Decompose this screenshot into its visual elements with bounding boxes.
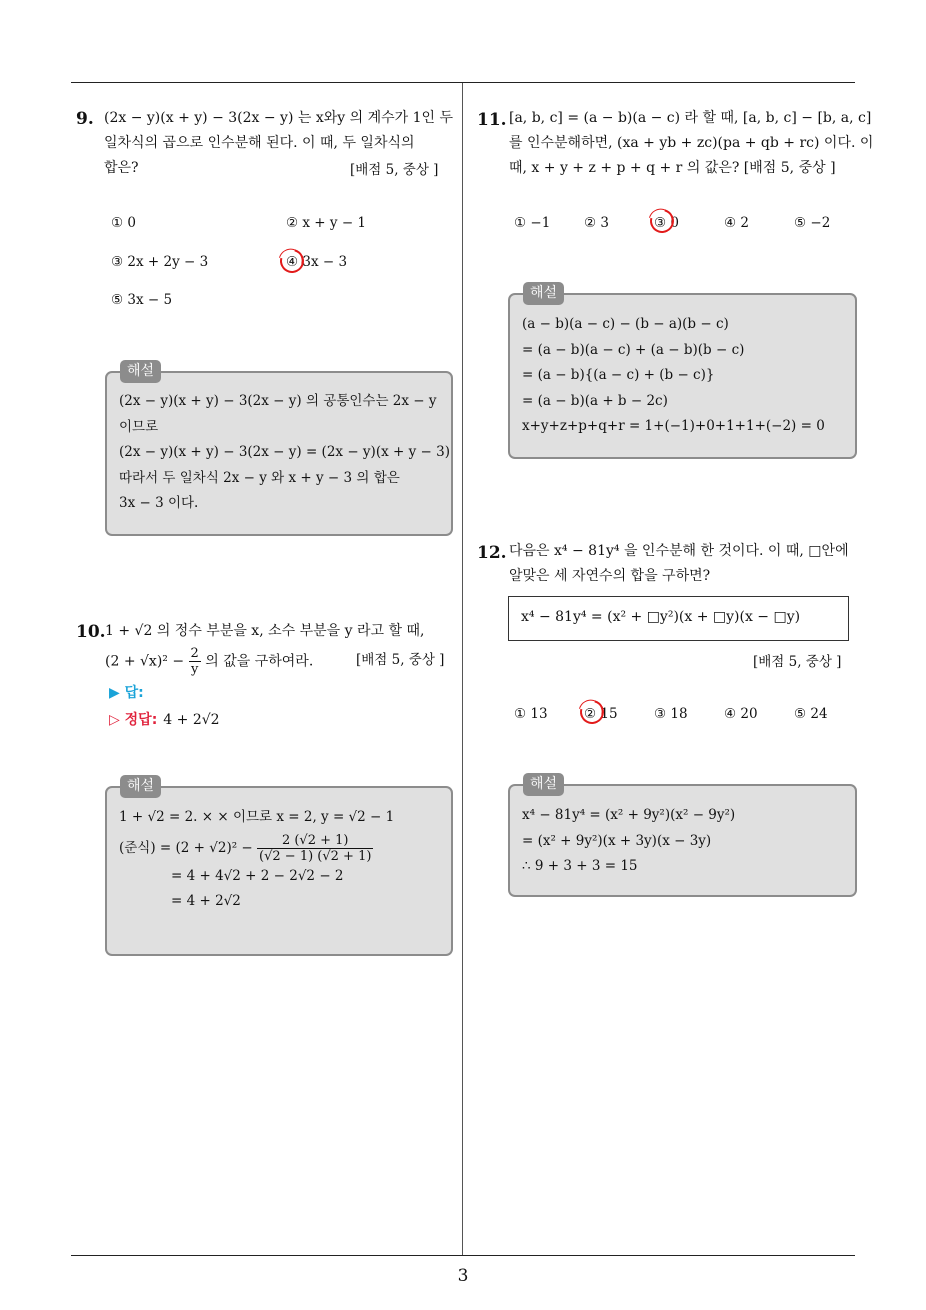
q10-answer-label: ▶ 답:: [109, 685, 144, 701]
q10-frac-den: y: [190, 662, 199, 677]
q12-line-1: 다음은 x⁴ − 81y⁴ 을 인수분해 한 것이다. 이 때, □안에: [509, 543, 849, 559]
q10-solution-fraction: [257, 833, 373, 864]
q10-correct-answer: [109, 710, 220, 731]
q10-correct-label: ▷ 정답:: [109, 712, 158, 728]
q9-solution-lines: [119, 389, 450, 517]
q12-number: 12.: [477, 543, 507, 563]
q11-choice-5[interactable]: ⑤ −2: [794, 215, 831, 231]
q10-number: 10.: [76, 622, 106, 642]
q10-text-line-1: 1 + √2 의 정수 부분을 x, 소수 부분을 y 라고 할 때,: [105, 623, 425, 639]
q9-solution-line-5: 3x − 3 이다.: [119, 495, 199, 511]
q12-text: [509, 539, 859, 589]
q11-line-1: [a, b, c] = (a − b)(a − c) 라 할 때, [a, b, c] − [b, a, c]: [509, 110, 872, 126]
q9-choice-5[interactable]: ⑤ 3x − 5: [111, 292, 173, 308]
q10-solution-expr: (준식) = (2 + √2)² −: [119, 839, 258, 856]
q10-solution-line-1: 1 + √2 = 2. × × 이므로 x = 2, y = √2 − 1: [119, 809, 395, 825]
q9-choice-1[interactable]: ① 0: [111, 215, 136, 231]
q9-solution-line-2: 이므로: [119, 418, 159, 435]
q12-equation: x⁴ − 81y⁴ = (x² + □y²)(x + □y)(x − □y): [521, 609, 801, 625]
q12-solution-lines: [522, 803, 735, 880]
q12-choice-4[interactable]: ④ 20: [724, 706, 758, 722]
q10-score: [배점 5, 중상 ]: [356, 652, 445, 668]
q12-solution-line-2: = (x² + 9y²)(x + 3y)(x − 3y): [522, 832, 712, 849]
q11-solution-line-4: = (a − b)(a + b − 2c): [522, 392, 668, 409]
q11-text: [509, 106, 874, 181]
q12-choice-2[interactable]: ② 15: [584, 706, 618, 722]
q9-choice-4[interactable]: ④ 3x − 3: [286, 254, 348, 270]
q10-text-line-2: [105, 646, 313, 677]
q12-choice-5[interactable]: ⑤ 24: [794, 706, 828, 722]
q12-solution-line-1: x⁴ − 81y⁴ = (x² + 9y²)(x² − 9y²): [522, 807, 736, 823]
bottom-rule: [71, 1255, 855, 1256]
q11-choice-2[interactable]: ② 3: [584, 215, 609, 231]
q10-solution-tag: 해설: [120, 775, 161, 798]
q12-line-2: 알맞은 세 자연수의 합을 구하면?: [509, 568, 711, 584]
q11-line-3: 때, x + y + z + p + q + r 의 값은? [배점 5, 중상 ]: [509, 160, 836, 176]
q12-choice-1[interactable]: ① 13: [514, 706, 548, 722]
q11-solution-box: [508, 293, 857, 459]
q10-frac-num: 2: [190, 646, 199, 661]
q12-solution-line-3: ∴ 9 + 3 + 3 = 15: [522, 858, 638, 874]
q9-line-2: 일차식의 곱으로 인수분해 된다. 이 때, 두 일차식의: [104, 135, 415, 151]
q9-solution-box: [105, 371, 453, 536]
q9-solution-tag: 해설: [120, 360, 161, 383]
top-rule: [71, 82, 855, 83]
q10-solution-box: [105, 786, 453, 956]
q10-solution-lines: [119, 805, 394, 915]
q12-solution-box: [508, 784, 857, 897]
q11-choice-1[interactable]: ① −1: [514, 215, 551, 231]
q9-number: 9.: [76, 109, 94, 129]
q9-solution-line-4: 따라서 두 일차식 2x − y 와 x + y − 3 의 합은: [119, 469, 400, 486]
q10-expr-b: 의 값을 구하여라.: [200, 653, 314, 670]
q10-expr-a: (2 + √x)² −: [105, 653, 189, 670]
q11-solution-line-2: = (a − b)(a − c) + (a − b)(b − c): [522, 341, 745, 358]
page-number: 3: [457, 1266, 469, 1286]
q12-solution-tag: 해설: [523, 773, 564, 796]
q9-line-3: 합은?: [104, 160, 139, 176]
q11-solution-line-3: = (a − b){(a − c) + (b − c)}: [522, 367, 715, 383]
q10-solution-frac-num: 2 (√2 + 1): [257, 833, 373, 849]
q10-solution-line-4: = 4 + 2√2: [171, 893, 241, 909]
q10-solution-line-3: = 4 + 4√2 + 2 − 2√2 − 2: [171, 867, 344, 884]
q12-choice-3[interactable]: ③ 18: [654, 706, 688, 722]
q10-solution-line-2: [119, 833, 394, 864]
q12-score: [배점 5, 중상 ]: [753, 654, 842, 670]
q9-score: [배점 5, 중상 ]: [350, 162, 439, 178]
column-divider: [462, 83, 463, 1256]
q11-solution-line-1: (a − b)(a − c) − (b − a)(b − c): [522, 316, 729, 332]
q9-choice-3[interactable]: ③ 2x + 2y − 3: [111, 254, 209, 270]
q11-line-2: 를 인수분해하면, (xa + yb + zc)(pa + qb + rc) 이다. 이: [509, 135, 874, 151]
q9-choice-2[interactable]: ② x + y − 1: [286, 215, 367, 231]
q12-equation-box: [508, 596, 849, 641]
q9-selected-mark: [276, 245, 309, 278]
q9-solution-line-1: (2x − y)(x + y) − 3(2x − y) 의 공통인수는 2x − y: [119, 393, 437, 409]
q11-number: 11.: [477, 110, 507, 130]
q11-choice-4[interactable]: ④ 2: [724, 215, 749, 231]
q9-solution-line-3: (2x − y)(x + y) − 3(2x − y) = (2x − y)(x + y − 3): [119, 444, 450, 460]
q11-choice-3[interactable]: ③ 0: [654, 215, 679, 231]
q10-fraction: [189, 646, 201, 677]
q10-solution-frac-den: (√2 − 1) (√2 + 1): [259, 848, 372, 864]
q11-solution-lines: [522, 312, 825, 440]
q10-correct-value: 4 + 2√2: [163, 712, 220, 728]
q11-solution-line-5: x+y+z+p+q+r = 1+(−1)+0+1+1+(−2) = 0: [522, 418, 825, 434]
q11-solution-tag: 해설: [523, 282, 564, 305]
q9-line-1: (2x − y)(x + y) − 3(2x − y) 는 x와y 의 계수가 1인 두: [104, 110, 454, 126]
